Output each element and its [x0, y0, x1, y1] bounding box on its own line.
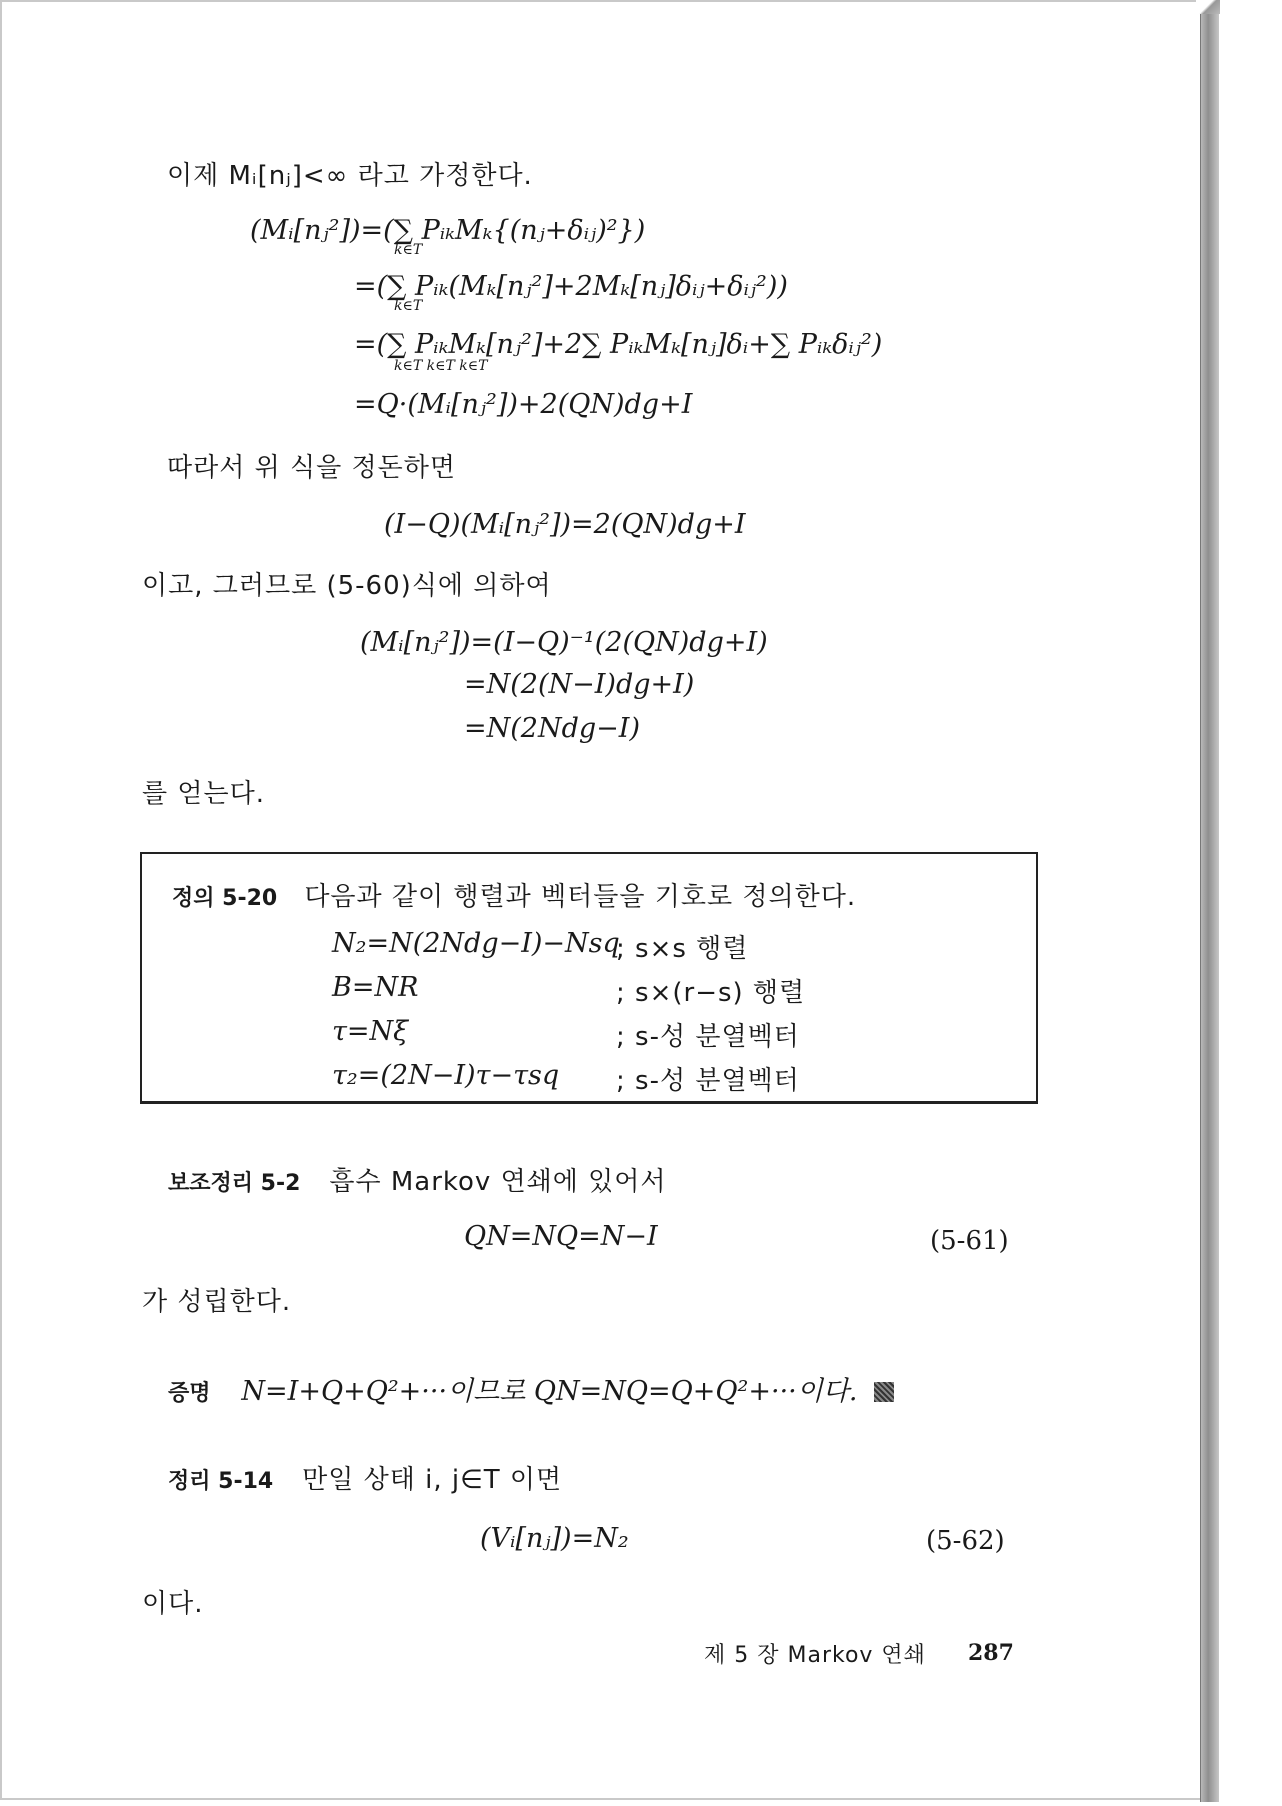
text-line: 이고, 그러므로 (5-60)식에 의하여 [142, 571, 552, 601]
definition-desc: ; s-성 분열벡터 [616, 1066, 800, 1096]
definition-desc: ; s×(r−s) 행렬 [616, 978, 806, 1008]
text-line: 이제 Mᵢ[nⱼ]<∞ 라고 가정한다. [167, 161, 533, 191]
definition-formula: N₂=N(2Ndg−I)−Nsq [332, 928, 620, 959]
lemma-formula: QN=NQ=N−I [464, 1221, 658, 1252]
equation-line: (I−Q)(Mᵢ[nⱼ²])=2(QN)dg+I [384, 509, 746, 540]
equation-line: =N(2(N−I)dg+I) [464, 669, 695, 700]
equation-line: =N(2Ndg−I) [464, 713, 640, 744]
end-of-proof-mark-icon [874, 1382, 894, 1402]
summation-subscript: k∈T k∈T k∈T [394, 358, 488, 374]
lemma-text: 흡수 Markov 연쇄에 있어서 [329, 1167, 667, 1197]
equation-line: =Q·(Mᵢ[nⱼ²])+2(QN)dg+I [354, 389, 693, 420]
theorem-formula: (Vᵢ[nⱼ])=N₂ [480, 1523, 629, 1554]
equation-line: =(∑ PᵢₖMₖ[nⱼ²]+2∑ PᵢₖMₖ[nⱼ]δᵢ+∑ Pᵢₖδᵢⱼ²) [354, 329, 883, 360]
equation-line: (Mᵢ[nⱼ²])=(I−Q)⁻¹(2(QN)dg+I) [360, 627, 768, 658]
equation-number: (5-61) [930, 1226, 1009, 1256]
proof-line [168, 1374, 894, 1411]
text-line: 를 얻는다. [142, 779, 265, 809]
equation-line: =(∑ Pᵢₖ(Mₖ[nⱼ²]+2Mₖ[nⱼ]δᵢⱼ+δᵢⱼ²)) [354, 271, 788, 302]
equation-line: (Mᵢ[nⱼ²])=(∑ PᵢₖMₖ{(nⱼ+δᵢⱼ)²}) [250, 215, 646, 246]
definition-heading [172, 876, 856, 913]
text-line: 이다. [142, 1589, 204, 1619]
theorem-label: 정리 5-14 [168, 1469, 274, 1494]
definition-desc: ; s-성 분열벡터 [616, 1022, 800, 1052]
proof-text: N=I+Q+Q²+···이므로 QN=NQ=Q+Q²+···이다. [241, 1376, 858, 1407]
summation-subscript: k∈T [394, 242, 423, 258]
lemma-label: 보조정리 5-2 [168, 1171, 301, 1196]
definition-text: 다음과 같이 행렬과 벡터들을 기호로 정의한다. [304, 882, 857, 912]
summation-subscript: k∈T [394, 298, 423, 314]
definition-formula: τ₂=(2N−I)τ−τsq [332, 1060, 560, 1091]
theorem-heading [168, 1462, 562, 1499]
running-footer: 제 5 장 Markov 연쇄 [704, 1643, 926, 1668]
theorem-text: 만일 상태 i, j∈T 이면 [302, 1465, 563, 1495]
text-line: 따라서 위 식을 정돈하면 [167, 453, 456, 483]
definition-label: 정의 5-20 [172, 886, 278, 911]
definition-desc: ; s×s 행렬 [616, 934, 749, 964]
lemma-heading [168, 1164, 667, 1201]
definition-box [140, 852, 1038, 1104]
proof-label: 증명 [168, 1381, 211, 1406]
equation-number: (5-62) [926, 1526, 1005, 1556]
page-corner [1196, 0, 1220, 14]
definition-formula: B=NR [332, 972, 419, 1003]
definition-formula: τ=Nξ [332, 1016, 409, 1047]
page-edge [1200, 10, 1219, 1802]
page-number: 287 [968, 1640, 1014, 1666]
text-line: 가 성립한다. [142, 1287, 292, 1317]
